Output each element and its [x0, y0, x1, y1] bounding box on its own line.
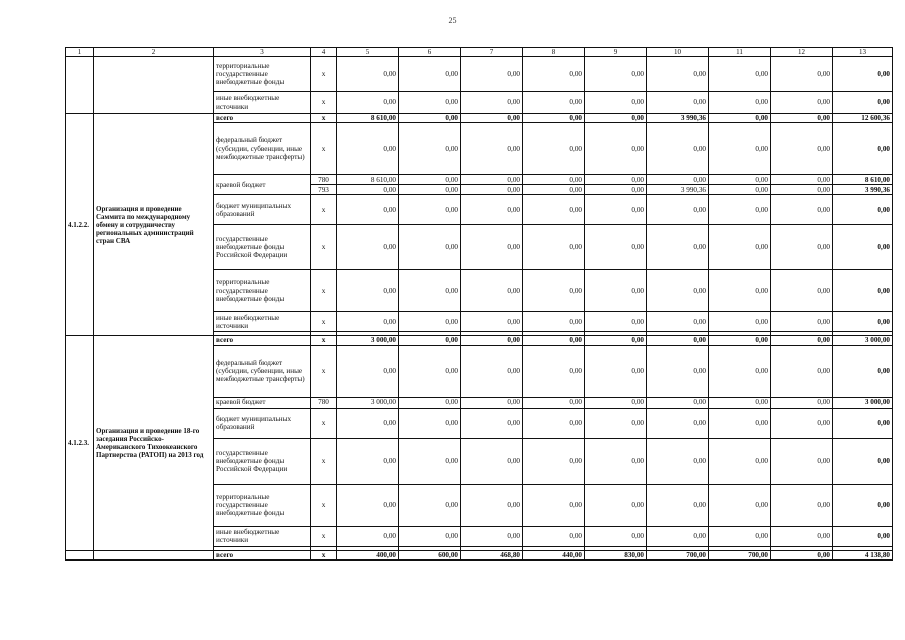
value-cell: 0,00: [585, 57, 647, 92]
value-cell: 0,00: [585, 345, 647, 397]
column-header: 2: [94, 48, 214, 57]
value-cell: 830,00: [585, 550, 647, 560]
value-cell: 0,00: [647, 57, 709, 92]
value-cell: 0,00: [585, 114, 647, 123]
value-cell: 0,00: [709, 526, 771, 546]
value-cell: 0,00: [399, 438, 461, 484]
value-cell: 0,00: [399, 57, 461, 92]
kbk-cell: х: [311, 114, 337, 123]
value-cell: 0,00: [585, 526, 647, 546]
value-cell: 0,00: [647, 270, 709, 312]
value-cell: 0,00: [523, 57, 585, 92]
source-cell: краевой бюджет: [214, 397, 311, 408]
kbk-cell: х: [311, 526, 337, 546]
value-cell: 0,00: [709, 312, 771, 332]
value-cell: 0,00: [709, 438, 771, 484]
kbk-cell: х: [311, 270, 337, 312]
total-value-cell: 0,00: [833, 312, 893, 332]
total-value-cell: 0,00: [833, 123, 893, 175]
value-cell: 400,00: [337, 550, 399, 560]
value-cell: 0,00: [399, 225, 461, 270]
value-cell: 0,00: [585, 408, 647, 438]
value-cell: 0,00: [337, 526, 399, 546]
value-cell: 0,00: [771, 92, 833, 114]
value-cell: 0,00: [523, 526, 585, 546]
total-value-cell: 0,00: [833, 408, 893, 438]
value-cell: 0,00: [585, 185, 647, 195]
value-cell: 0,00: [771, 408, 833, 438]
kbk-cell: х: [311, 195, 337, 225]
value-cell: 0,00: [585, 484, 647, 526]
value-cell: 0,00: [647, 526, 709, 546]
source-cell: иные внебюджетные источники: [214, 526, 311, 546]
value-cell: 0,00: [523, 438, 585, 484]
value-cell: 0,00: [399, 92, 461, 114]
value-cell: 0,00: [709, 123, 771, 175]
column-header: 10: [647, 48, 709, 57]
value-cell: 0,00: [337, 438, 399, 484]
value-cell: 0,00: [523, 114, 585, 123]
value-cell: 3 990,36: [647, 114, 709, 123]
value-cell: 8 610,00: [337, 114, 399, 123]
column-header: 7: [461, 48, 523, 57]
value-cell: 0,00: [709, 57, 771, 92]
source-cell: государственные внебюджетные фонды Российской Федерации: [214, 438, 311, 484]
activity-code: 4.1.2.2.: [66, 114, 94, 336]
value-cell: 0,00: [399, 397, 461, 408]
value-cell: 0,00: [771, 550, 833, 560]
value-cell: 0,00: [461, 175, 523, 185]
value-cell: 0,00: [461, 336, 523, 345]
total-value-cell: 0,00: [833, 345, 893, 397]
source-cell: иные внебюджетные источники: [214, 92, 311, 114]
value-cell: 0,00: [337, 484, 399, 526]
value-cell: 0,00: [585, 397, 647, 408]
total-value-cell: 3 000,00: [833, 397, 893, 408]
value-cell: 0,00: [771, 336, 833, 345]
value-cell: 0,00: [771, 484, 833, 526]
total-value-cell: 0,00: [833, 438, 893, 484]
activity-code: 4.1.2.3.: [66, 336, 94, 550]
source-cell: иные внебюджетные источники: [214, 312, 311, 332]
kbk-cell: х: [311, 225, 337, 270]
value-cell: 0,00: [523, 270, 585, 312]
source-cell: всего: [214, 550, 311, 560]
value-cell: 0,00: [399, 312, 461, 332]
value-cell: 0,00: [523, 345, 585, 397]
total-value-cell: 12 600,36: [833, 114, 893, 123]
value-cell: 0,00: [709, 185, 771, 195]
value-cell: 0,00: [337, 185, 399, 195]
source-cell: территориальные государственные внебюджетные фонды: [214, 57, 311, 92]
value-cell: 700,00: [709, 550, 771, 560]
total-value-cell: 4 138,80: [833, 550, 893, 560]
value-cell: 0,00: [399, 484, 461, 526]
activity-name-cell: [94, 57, 214, 114]
column-header: 9: [585, 48, 647, 57]
value-cell: 0,00: [399, 336, 461, 345]
value-cell: 0,00: [647, 312, 709, 332]
source-cell: территориальные государственные внебюджетные фонды: [214, 484, 311, 526]
value-cell: 0,00: [585, 270, 647, 312]
total-value-cell: 0,00: [833, 92, 893, 114]
value-cell: 0,00: [709, 92, 771, 114]
column-header: 5: [337, 48, 399, 57]
column-header: 12: [771, 48, 833, 57]
value-cell: 0,00: [523, 175, 585, 185]
table-row-total: [66, 336, 893, 345]
code-cell: [66, 550, 94, 560]
page-number: 25: [448, 16, 457, 25]
value-cell: 0,00: [461, 185, 523, 195]
value-cell: 0,00: [771, 397, 833, 408]
value-cell: 0,00: [461, 195, 523, 225]
source-cell: государственные внебюджетные фонды Российской Федерации: [214, 225, 311, 270]
value-cell: 0,00: [337, 345, 399, 397]
value-cell: 0,00: [771, 438, 833, 484]
activity-name: Организация и проведение Саммита по международному обмену и сотрудничеству региональных администраций стран СВА: [94, 114, 214, 336]
kbk-cell: х: [311, 123, 337, 175]
value-cell: 0,00: [585, 92, 647, 114]
kbk-cell: 780: [311, 397, 337, 408]
value-cell: 0,00: [771, 195, 833, 225]
value-cell: 0,00: [771, 175, 833, 185]
value-cell: 3 000,00: [337, 336, 399, 345]
kbk-cell: х: [311, 438, 337, 484]
value-cell: 0,00: [771, 526, 833, 546]
value-cell: 0,00: [337, 225, 399, 270]
value-cell: 0,00: [399, 185, 461, 195]
column-header: 6: [399, 48, 461, 57]
total-value-cell: 3 990,36: [833, 185, 893, 195]
source-cell: бюджет муниципальных образований: [214, 195, 311, 225]
column-header: 1: [66, 48, 94, 57]
total-value-cell: 0,00: [833, 526, 893, 546]
value-cell: 0,00: [399, 175, 461, 185]
value-cell: 0,00: [585, 123, 647, 175]
kbk-cell: х: [311, 57, 337, 92]
value-cell: 0,00: [585, 195, 647, 225]
value-cell: 0,00: [647, 123, 709, 175]
value-cell: 0,00: [461, 484, 523, 526]
kbk-cell: 793: [311, 185, 337, 195]
value-cell: 0,00: [771, 225, 833, 270]
budget-table: [65, 47, 893, 561]
kbk-cell: х: [311, 550, 337, 560]
total-value-cell: 8 610,00: [833, 175, 893, 185]
value-cell: 0,00: [399, 345, 461, 397]
total-value-cell: 0,00: [833, 195, 893, 225]
value-cell: 468,80: [461, 550, 523, 560]
total-value-cell: 0,00: [833, 484, 893, 526]
value-cell: 0,00: [771, 312, 833, 332]
value-cell: 0,00: [399, 270, 461, 312]
value-cell: 0,00: [709, 345, 771, 397]
value-cell: 0,00: [337, 57, 399, 92]
value-cell: 0,00: [337, 312, 399, 332]
value-cell: 0,00: [647, 408, 709, 438]
kbk-cell: х: [311, 345, 337, 397]
value-cell: 0,00: [461, 92, 523, 114]
source-cell: федеральный бюджет (субсидии, субвенции, иные межбюджетные трансферты): [214, 123, 311, 175]
value-cell: 0,00: [709, 336, 771, 345]
value-cell: 0,00: [771, 114, 833, 123]
value-cell: 0,00: [585, 312, 647, 332]
code-cell: [66, 57, 94, 114]
source-cell: федеральный бюджет (субсидии, субвенции, иные межбюджетные трансферты): [214, 345, 311, 397]
table-row-total: [66, 550, 893, 560]
column-header: 11: [709, 48, 771, 57]
value-cell: 0,00: [771, 57, 833, 92]
total-value-cell: 0,00: [833, 57, 893, 92]
value-cell: 600,00: [399, 550, 461, 560]
value-cell: 0,00: [523, 408, 585, 438]
source-cell: территориальные государственные внебюджетные фонды: [214, 270, 311, 312]
value-cell: 440,00: [523, 550, 585, 560]
value-cell: 0,00: [461, 114, 523, 123]
kbk-cell: х: [311, 92, 337, 114]
value-cell: 0,00: [461, 225, 523, 270]
value-cell: 0,00: [647, 345, 709, 397]
value-cell: 0,00: [337, 195, 399, 225]
column-header: 3: [214, 48, 311, 57]
value-cell: 0,00: [399, 114, 461, 123]
kbk-cell: х: [311, 408, 337, 438]
total-value-cell: 0,00: [833, 225, 893, 270]
value-cell: 0,00: [771, 123, 833, 175]
value-cell: 0,00: [399, 526, 461, 546]
column-number-row: [66, 48, 893, 57]
activity-name: Организация и проведение 18-го заседания Российско-Американского Тихоокеанского Партнерства (РАТОП) на 2013 год: [94, 336, 214, 550]
kbk-cell: 780: [311, 175, 337, 185]
value-cell: 0,00: [461, 57, 523, 92]
kbk-cell: х: [311, 336, 337, 345]
value-cell: 0,00: [337, 270, 399, 312]
source-cell: всего: [214, 336, 311, 345]
value-cell: 0,00: [461, 408, 523, 438]
value-cell: 3 990,36: [647, 185, 709, 195]
value-cell: 0,00: [337, 123, 399, 175]
source-cell: бюджет муниципальных образований: [214, 408, 311, 438]
value-cell: 0,00: [399, 195, 461, 225]
table-row: [66, 57, 893, 92]
value-cell: 0,00: [709, 175, 771, 185]
value-cell: 0,00: [585, 336, 647, 345]
value-cell: 0,00: [523, 185, 585, 195]
value-cell: 0,00: [399, 123, 461, 175]
activity-name-cell: [94, 550, 214, 560]
value-cell: 0,00: [709, 484, 771, 526]
value-cell: 0,00: [647, 397, 709, 408]
value-cell: 0,00: [647, 225, 709, 270]
value-cell: 3 000,00: [337, 397, 399, 408]
total-value-cell: 0,00: [833, 270, 893, 312]
value-cell: 0,00: [771, 270, 833, 312]
value-cell: 0,00: [771, 185, 833, 195]
table-row-total: [66, 114, 893, 123]
value-cell: 0,00: [709, 397, 771, 408]
total-value-cell: 3 000,00: [833, 336, 893, 345]
value-cell: 0,00: [523, 195, 585, 225]
value-cell: 0,00: [647, 438, 709, 484]
value-cell: 0,00: [461, 526, 523, 546]
column-header: 13: [833, 48, 893, 57]
value-cell: 0,00: [771, 345, 833, 397]
value-cell: 0,00: [461, 345, 523, 397]
value-cell: 0,00: [461, 123, 523, 175]
value-cell: 0,00: [523, 397, 585, 408]
value-cell: 0,00: [523, 123, 585, 175]
value-cell: 0,00: [709, 225, 771, 270]
column-header: 4: [311, 48, 337, 57]
value-cell: 0,00: [585, 225, 647, 270]
value-cell: 0,00: [523, 336, 585, 345]
value-cell: 0,00: [461, 312, 523, 332]
value-cell: 0,00: [647, 195, 709, 225]
value-cell: 0,00: [709, 408, 771, 438]
value-cell: 0,00: [647, 484, 709, 526]
value-cell: 0,00: [337, 92, 399, 114]
value-cell: 8 610,00: [337, 175, 399, 185]
value-cell: 0,00: [585, 438, 647, 484]
value-cell: 0,00: [461, 397, 523, 408]
value-cell: 0,00: [523, 312, 585, 332]
value-cell: 0,00: [523, 92, 585, 114]
kbk-cell: х: [311, 312, 337, 332]
kbk-cell: х: [311, 484, 337, 526]
value-cell: 0,00: [399, 408, 461, 438]
source-cell: краевой бюджет: [214, 175, 311, 195]
value-cell: 0,00: [523, 484, 585, 526]
source-cell: всего: [214, 114, 311, 123]
value-cell: 0,00: [461, 438, 523, 484]
value-cell: 0,00: [647, 336, 709, 345]
value-cell: 0,00: [647, 92, 709, 114]
value-cell: 0,00: [709, 195, 771, 225]
value-cell: 0,00: [461, 270, 523, 312]
value-cell: 0,00: [585, 175, 647, 185]
value-cell: 700,00: [647, 550, 709, 560]
value-cell: 0,00: [709, 270, 771, 312]
column-header: 8: [523, 48, 585, 57]
value-cell: 0,00: [523, 225, 585, 270]
value-cell: 0,00: [709, 114, 771, 123]
value-cell: 0,00: [337, 408, 399, 438]
value-cell: 0,00: [647, 175, 709, 185]
